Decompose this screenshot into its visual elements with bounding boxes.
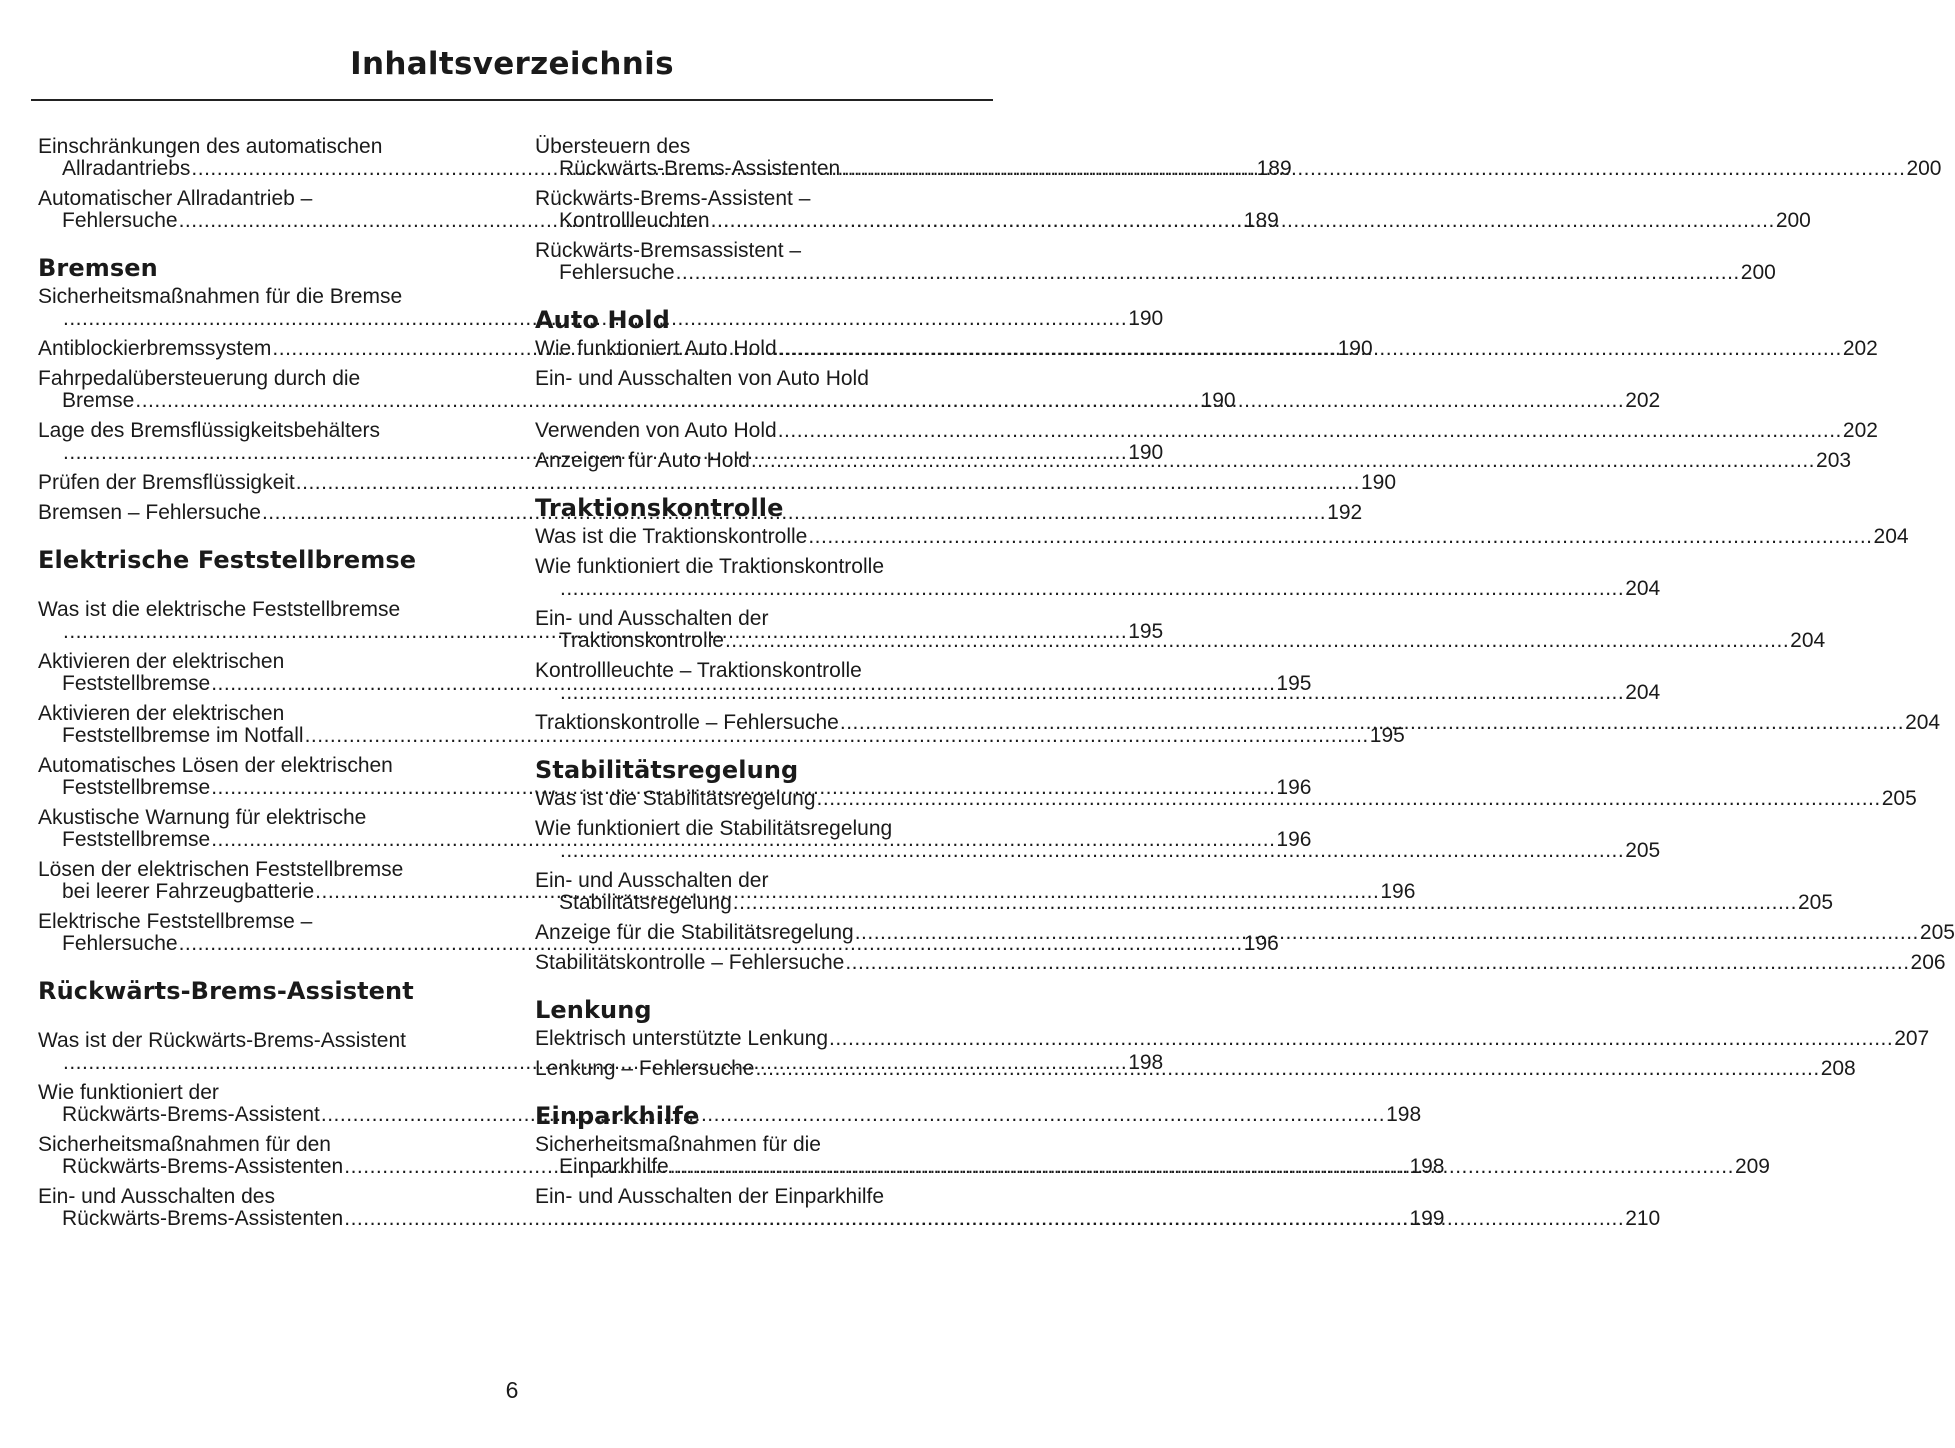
entry-title-line: Prüfen der Bremsflüssigkeit [38,471,295,494]
entry-title-line: Bremsen – Fehlersuche [38,501,261,524]
entry-title-line: Feststellbremse [62,776,211,799]
page-ref: 203 [1816,449,1852,472]
entry-title-line: Sicherheitsmaßnahmen für die [535,1133,821,1156]
page-ref: 189 [1256,157,1292,180]
toc-entry[interactable] [535,525,1909,548]
section-heading: Einparkhilfe [535,1102,700,1130]
entry-title-line: Lösen der elektrischen Feststellbremse [38,858,404,881]
entry-title-line: Traktionskontrolle [559,629,724,652]
toc-entry[interactable] [535,951,1946,974]
dot-leader [560,1207,1624,1230]
dot-leader [725,629,1789,652]
entry-title-line [535,1207,559,1230]
dot-leader [817,787,1881,810]
entry-title-line: Lage des Bremsflüssigkeitsbehälters [38,419,381,442]
toc-entry[interactable] [38,471,1397,494]
page-ref: 204 [1790,629,1826,652]
page-ref: 190 [1128,441,1164,464]
dot-leader [829,1027,1893,1050]
entry-title-line: Aktivieren der elektrischen [38,702,285,725]
entry-title-line [535,577,559,600]
toc-entry[interactable] [535,1027,1930,1050]
entry-title-line: Anzeige für die Stabilitätsregelung [535,921,854,944]
entry-title-line: Was ist die Stabilitätsregelung [535,787,816,810]
page-ref: 205 [1797,891,1834,914]
section-heading: Bremsen [38,254,158,282]
entry-title-line: Kontrollleuchte – Traktionskontrolle [535,659,862,682]
page-ref: 195 [1276,672,1312,695]
entry-title-line: Rückwärts-Brems-Assistenten [62,1155,344,1178]
section-heading: Elektrische Feststellbremse [38,546,417,574]
entry-line-with-page [38,672,1312,695]
entry-title-line: Elektrisch unterstützte Lenkung [535,1027,828,1050]
page-ref: 202 [1842,419,1878,442]
entry-title-line: Allradantriebs [62,157,191,180]
entry-line-with-page [535,525,1909,548]
entry-title-line: Wie funktioniert die Stabilitätsregelung [535,817,893,840]
entry-title-line: Traktionskontrolle – Fehlersuche [535,711,839,734]
title-divider [31,99,993,101]
entry-line-with-page [535,261,1776,284]
dot-leader [676,261,1740,284]
page-ref: 198 [1409,1155,1445,1178]
page-ref: 189 [1243,209,1279,232]
page-ref: 190 [1200,389,1236,412]
entry-title-line [38,441,62,464]
page-ref: 196 [1276,776,1312,799]
dot-leader [711,209,1775,232]
dot-leader [808,525,1872,548]
page-ref: 202 [1625,389,1661,412]
page-ref: 190 [1337,337,1373,360]
dot-leader [560,839,1624,862]
section-heading: Auto Hold [535,306,670,334]
entry-title-line: Anzeigen für Auto Hold [535,449,750,472]
page-ref: 196 [1243,932,1279,955]
entry-title-line: Rückwärts-Bremsassistent – [535,239,802,262]
page-ref: 205 [1881,787,1917,810]
page-ref: 204 [1905,711,1941,734]
entry-title-line [38,307,62,330]
section-heading: Lenkung [535,996,652,1024]
entry-title-line: Stabilitätsregelung [559,891,732,914]
entry-title-line: Was ist die Traktionskontrolle [535,525,808,548]
dot-leader [733,891,1797,914]
page-ref: 205 [1625,839,1661,862]
page-ref: 208 [1820,1057,1856,1080]
entry-title-line: Rückwärts-Brems-Assistenten [62,1207,344,1230]
entry-line-with-page [535,419,1878,442]
entry-title-line: Rückwärts-Brems-Assistenten [559,157,841,180]
page-ref: 204 [1625,681,1661,704]
page-ref: 206 [1910,951,1946,974]
page-ref: 200 [1775,209,1811,232]
dot-leader [560,389,1624,412]
page-ref: 198 [1386,1103,1422,1126]
entry-title-line: Antiblockierbremssystem [38,337,272,360]
entry-title-line: Was ist der Rückwärts-Brems-Assistent [38,1029,406,1052]
entry-title-line: Rückwärts-Brems-Assistent [62,1103,320,1126]
page-ref: 204 [1625,577,1661,600]
entry-title-line: Stabilitätskontrolle – Fehlersuche [535,951,845,974]
entry-title-line: Verwenden von Auto Hold [535,419,777,442]
entry-title-line: Bremse [62,389,135,412]
page-ref: 205 [1919,921,1955,944]
entry-title-line: Ein- und Ausschalten von Auto Hold [535,367,869,390]
entry-title-line [535,389,559,412]
toc-entry[interactable] [535,555,1661,600]
section-heading: Rückwärts-Brems-Assistent [38,977,414,1005]
entry-line-with-page [38,389,1236,412]
entry-title-line: Einparkhilfe [559,1155,669,1178]
dot-leader [751,449,1815,472]
page-ref: 200 [1740,261,1776,284]
entry-title-line: Ein- und Ausschalten der [535,607,769,630]
entry-line-with-page [535,951,1946,974]
entry-title-line: Fehlersuche [559,261,675,284]
entry-title-line [535,839,559,862]
entry-title-line: Feststellbremse [62,672,211,695]
entry-title-line [38,1051,62,1074]
entry-title-line [535,681,559,704]
entry-title-line: Ein- und Ausschalten des [38,1185,275,1208]
entry-title-line: Feststellbremse im Notfall [62,724,304,747]
entry-title-line: Akustische Warnung für elektrische [38,806,367,829]
dot-leader [845,951,1909,974]
entry-line-with-page [535,711,1941,734]
entry-title-line: Übersteuern des [535,135,691,158]
dot-leader [560,681,1624,704]
page-ref: 200 [1906,157,1942,180]
entry-title-line: Was ist die elektrische Feststellbremse [38,598,401,621]
page-ref: 190 [1360,471,1397,494]
entry-title-line: Rückwärts-Brems-Assistent – [535,187,811,210]
entry-title-line: Ein- und Ausschalten der Einparkhilfe [535,1185,885,1208]
entry-title-line: Einschränkungen des automatischen [38,135,383,158]
entry-title-line: Sicherheitsmaßnahmen für die Bremse [38,285,403,308]
page-ref: 202 [1842,337,1878,360]
dot-leader [560,577,1624,600]
page-ref: 192 [1327,501,1363,524]
entry-title-line: Automatischer Allradantrieb – [38,187,313,210]
page-title: Inhaltsverzeichnis [350,46,674,82]
entry-line-with-page [535,577,1661,600]
section-heading: Stabilitätsregelung [535,756,799,784]
entry-line-with-page [38,1207,1445,1230]
dot-leader [841,157,1905,180]
page-ref: 196 [1380,880,1416,903]
entry-line-with-page [535,1027,1930,1050]
entry-title-line: Wie funktioniert Auto Hold [535,337,777,360]
page-ref: 190 [1128,307,1164,330]
dot-leader [670,1155,1734,1178]
entry-line-with-page [38,724,1405,747]
toc-entry[interactable] [535,239,1776,284]
entry-title-line: Fehlersuche [62,932,178,955]
page-ref: 198 [1128,1051,1164,1074]
page-ref: 210 [1625,1207,1661,1230]
entry-title-line: Fahrpedalübersteuerung durch die [38,367,361,390]
section-heading: Traktionskontrolle [535,494,784,522]
entry-title-line: Lenkung – Fehlersuche [535,1057,755,1080]
entry-line-with-page [38,471,1397,494]
entry-title-line [38,620,62,643]
entry-title-line: Aktivieren der elektrischen [38,650,285,673]
entry-title-line: Ein- und Ausschalten der [535,869,769,892]
dot-leader [756,1057,1820,1080]
entry-title-line: Feststellbremse [62,828,211,851]
page-ref: 199 [1409,1207,1445,1230]
entry-title-line: Sicherheitsmaßnahmen für den [38,1133,331,1156]
page-ref: 195 [1369,724,1405,747]
entry-title-line: bei leerer Fahrzeugbatterie [62,880,315,903]
page-number: 6 [505,1377,519,1403]
toc-entry[interactable] [535,419,1878,442]
entry-title-line: Automatisches Lösen der elektrischen [38,754,393,777]
page-ref: 207 [1894,1027,1930,1050]
entry-title-line: Wie funktioniert die Traktionskontrolle [535,555,884,578]
page-ref: 196 [1276,828,1312,851]
page-ref: 209 [1734,1155,1770,1178]
dot-leader [855,921,1919,944]
dot-leader [840,711,1904,734]
page-ref: 204 [1873,525,1909,548]
entry-title-line: Elektrische Feststellbremse – [38,910,313,933]
dot-leader [778,419,1842,442]
toc-entry[interactable] [535,711,1941,734]
entry-title-line: Fehlersuche [62,209,178,232]
dot-leader [778,337,1842,360]
entry-title-line: Kontrollleuchten [559,209,710,232]
page-ref: 195 [1128,620,1164,643]
entry-title-line: Wie funktioniert der [38,1081,219,1104]
